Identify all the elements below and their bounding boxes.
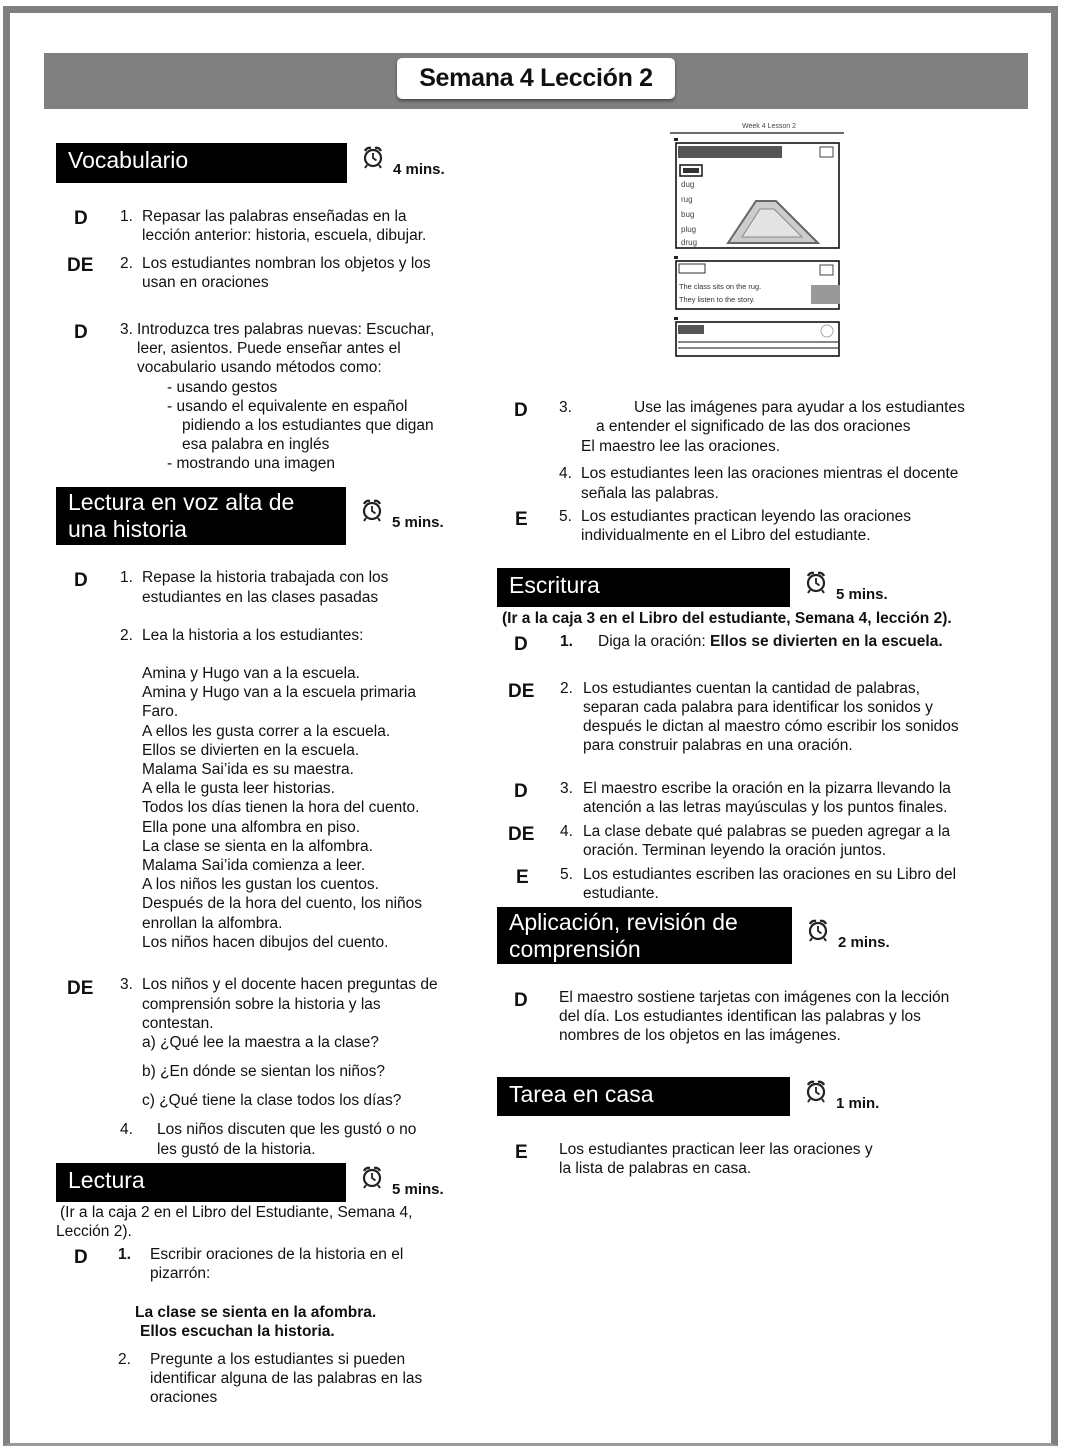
item-text: Pregunte a los estudiantes si pueden [150,1351,406,1368]
item-text: estudiantes en las clases pasadas [142,589,379,606]
lectura-note: Lección 2). [56,1223,132,1240]
item-number: 1. [120,569,133,586]
level-label: D [514,400,528,421]
item-number: 4. [560,823,573,840]
thumb-word: bug [681,210,695,219]
item-number: 3. [559,399,572,416]
item-number: 4. [559,465,572,482]
item-text: Escribir oraciones de la historia en el [150,1246,404,1263]
alarm-clock-icon [805,571,829,595]
item-number: 1. [118,1246,131,1263]
item-text: Los estudiantes cuentan la cantidad de palabras, [583,680,920,697]
timer-lectura: 5 mins. [361,1166,461,1198]
item-number: 2. [560,680,573,697]
section-header-aplicacion [497,907,792,964]
story-line: enrollan la alfombra. [142,914,283,932]
item-text: Repase la historia trabajada con los [142,569,389,586]
section-header-tarea: Tarea en casa [497,1077,790,1116]
thumb-word: plug [681,225,697,234]
story-line: La clase se sienta en la alfombra. [142,837,373,855]
lectura-note: (Ir a la caja 2 en el Libro del Estudiante, Semana 4, [60,1204,413,1221]
timer-escritura: 5 mins. [805,571,905,603]
story-line: Malama Sai’ida comienza a leer. [142,857,366,875]
question: c) ¿Qué tiene la clase todos los días? [142,1092,402,1109]
story-line: A ellos les gusta correr a la escuela. [142,722,391,740]
item-text: El maestro escribe la oración en la pizarra llevando la [583,780,951,797]
thumb-word: dug [681,180,695,189]
item-text: Los estudiantes practican leer las oraciones y [559,1141,873,1158]
level-label: E [515,509,528,530]
method-item: - mostrando una imagen [167,455,336,472]
item-number: 2. [118,1351,131,1368]
level-label: D [514,634,528,655]
student-book-thumbnail [668,115,848,360]
timer-vocabulario: 4 mins. [362,146,462,178]
level-label: D [74,1247,88,1268]
item-number: 4. [120,1121,133,1138]
item-text: Los niños discuten que les gustó o no [157,1121,417,1138]
item-text: Introduzca tres palabras nuevas: Escuchar, [137,321,435,338]
header-line: Lectura en voz alta de [68,489,295,515]
item-text: oración. Terminan leyendo la oración juntos. [583,842,887,859]
item-text: La clase debate qué palabras se pueden agregar a la [583,823,951,840]
item-text: Lea la historia a los estudiantes: [142,627,364,644]
story-line: A ella le gusta leer historias. [142,780,335,798]
item-text: a entender el significado de las dos oraciones [596,418,911,435]
section-header-escritura: Escritura [497,568,790,607]
item-number: 5. [560,866,573,883]
thumb-word: rug [681,195,693,204]
thumbnail-header: Week 4 Lesson 2 [742,123,796,130]
alarm-clock-icon [361,1166,385,1190]
alarm-clock-icon [807,919,831,943]
item-text: la lista de palabras en casa. [559,1160,752,1177]
item-text: usan en oraciones [142,274,269,291]
story-text [142,664,422,952]
level-label: D [74,322,88,343]
item-text: atención a las letras mayúsculas y los puntos finales. [583,799,948,816]
thumb-word: drug [681,238,698,247]
story-line: Ella pone una alfombra en piso. [142,818,361,836]
item-text [598,632,943,651]
level-label: D [514,990,528,1011]
escritura-note: (Ir a la caja 3 en el Libro del estudiante, Semana 4, lección 2). [502,610,952,627]
level-label: D [514,781,528,802]
method-item: pidiendo a los estudiantes que digan [182,417,434,434]
item-text: leer, asientos. Puede enseñar antes el [137,340,401,357]
story-line: Amina y Hugo van a la escuela. [142,665,360,682]
item-text: comprensión sobre la historia y las [142,996,381,1013]
method-item: - usando gestos [167,379,278,396]
story-line: Ellos se divierten en la escuela. [142,741,360,759]
level-label: D [74,208,88,229]
story-line: Faro. [142,703,179,721]
item-text: para construir palabras en una oración. [583,737,853,754]
thumb-sentence: The class sits on the rug. [679,282,762,291]
board-sentence: Ellos escuchan la historia. [140,1323,335,1340]
item-text: Los estudiantes nombran los objetos y los [142,255,431,272]
item-text: señala las palabras. [581,485,719,502]
alarm-clock-icon [805,1080,829,1104]
target-sentence: Ellos se divierten en la escuela. [710,633,943,650]
item-text: del día. Los estudiantes identifican las palabras y los [559,1008,921,1025]
story-line: Después de la hora del cuento, los niños [142,895,423,913]
item-number: 1. [120,208,133,225]
item-text: Repasar las palabras enseñadas en la [142,208,407,225]
method-item: esa palabra en inglés [182,436,330,453]
item-text: El maestro lee las oraciones. [581,438,781,455]
item-text: estudiante. [583,885,659,902]
question: a) ¿Qué lee la maestra a la clase? [142,1034,379,1051]
section-header-lectura-voz-alta [56,487,346,545]
item-text: pizarrón: [150,1265,211,1282]
item-text: nombres de los objetos en las imágenes. [559,1027,841,1044]
timer-tarea: 1 min. [805,1080,905,1112]
header-line: comprensión [509,936,641,962]
level-label: D [74,570,88,591]
item-number: 3. [560,780,573,797]
level-label: DE [508,681,535,702]
question: b) ¿En dónde se sientan los niños? [142,1063,385,1080]
thumb-sentence: They listen to the story. [679,295,755,304]
timer-lectura-voz-alta: 5 mins. [361,499,461,531]
story-line: Amina y Hugo van a la escuela primaria [142,684,416,702]
item-number: 3. [120,976,133,993]
timer-aplicacion: 2 mins. [807,919,907,951]
item-text: oraciones [150,1389,218,1406]
item-text: identificar alguna de las palabras en las [150,1370,423,1387]
level-label: DE [67,255,94,276]
item-text: Use las imágenes para ayudar a los estudiantes [634,399,965,416]
item-text: lección anterior: historia, escuela, dibujar. [142,227,427,244]
page-title: Semana 4 Lección 2 [397,58,675,99]
story-line: Los niños hacen dibujos del cuento. [142,933,389,951]
method-item: - usando el equivalente en español [167,398,408,415]
item-text: vocabulario usando métodos como: [137,359,382,376]
level-label: E [516,867,529,888]
item-text: Los estudiantes practican leyendo las oraciones [581,508,912,525]
item-text: Los estudiantes escriben las oraciones en su Libro del [583,866,957,883]
item-text: contestan. [142,1015,214,1032]
level-label: E [515,1142,528,1163]
story-line: A los niños les gustan los cuentos. [142,876,379,894]
header-line: una historia [68,516,187,542]
item-number: 3. [120,321,133,338]
level-label: DE [508,824,535,845]
header-line: Aplicación, revisión de [509,909,738,935]
item-text: El maestro sostiene tarjetas con imágenes con la lección [559,989,950,1006]
item-number: 2. [120,255,133,272]
item-text: les gustó de la historia. [157,1141,316,1158]
item-text-prefix: Diga la oración: [598,633,711,650]
item-text: separan cada palabra para identificar los sonidos y [583,699,933,716]
section-header-vocabulario: Vocabulario [56,143,347,183]
alarm-clock-icon [361,499,385,523]
item-text: Los niños y el docente hacen preguntas de [142,976,438,993]
board-sentence: La clase se sienta en la afombra. [135,1304,377,1321]
item-number: 1. [560,633,573,650]
alarm-clock-icon [362,146,386,170]
section-header-lectura: Lectura [56,1163,346,1202]
story-line: Todos los días tienen la hora del cuento. [142,799,420,817]
level-label: DE [67,978,94,999]
item-text: después le dictan al maestro cómo escribir los sonidos [583,718,959,735]
item-text: Los estudiantes leen las oraciones mientras el docente [581,465,959,482]
item-number: 5. [559,508,572,525]
story-line: Malama Sai’ida es su maestra. [142,761,354,779]
item-text: individualmente en el Libro del estudiante. [581,527,871,544]
item-number: 2. [120,627,133,644]
